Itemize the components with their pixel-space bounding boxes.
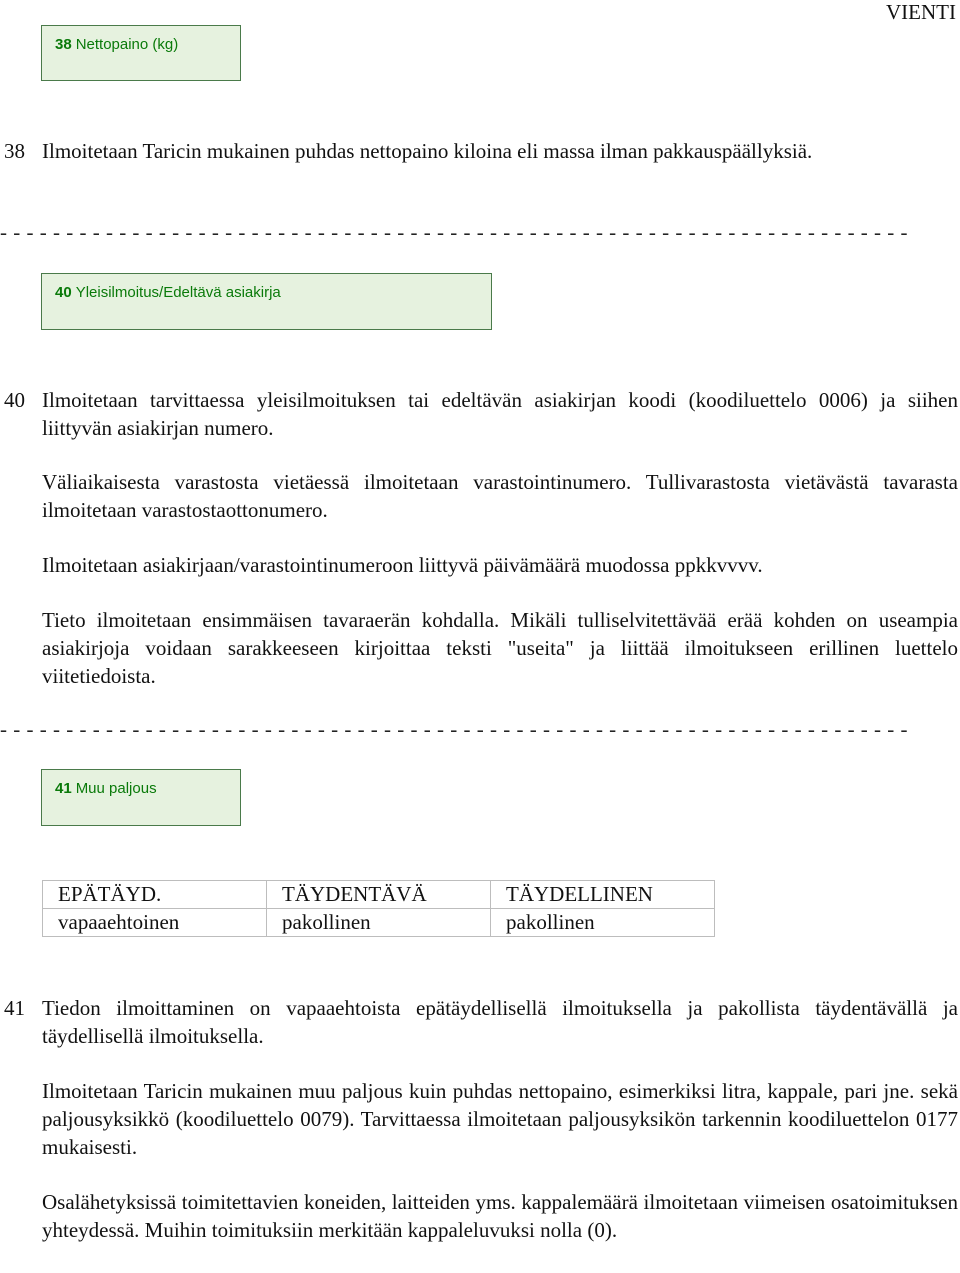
field-box-label: Nettopaino (kg) xyxy=(75,36,179,53)
separator-line-2: - - - - - - - - - - - - - - - - - - - - - - - - - - - - - - - - - - - - - - - - - - - - - - - - - - - - - - - - - - - - - - - - - - - - - xyxy=(0,719,909,740)
table-header-cell: TÄYDENTÄVÄ xyxy=(267,881,491,909)
separator-line-1: - - - - - - - - - - - - - - - - - - - - - - - - - - - - - - - - - - - - - - - - - - - - - - - - - - - - - - - - - - - - - - - - - - - - - xyxy=(0,222,909,243)
field-box-number: 40 xyxy=(55,284,72,301)
field-box-40 xyxy=(41,273,492,330)
paragraph-number-40: 40 xyxy=(4,388,25,412)
field-box-label: Yleisilmoitus/Edeltävä asiakirja xyxy=(75,284,281,301)
table-row xyxy=(43,909,715,937)
table-header-row xyxy=(43,881,715,909)
paragraph-41-2: Ilmoitetaan Taricin mukainen muu paljous kuin puhdas nettopaino, esimerkiksi litra, kappale, pari jne. sekä paljousyksikkö (koodiluettelo 0079). Tarvittaessa ilmoitetaan paljousyksikön tarkennin koodiluettelon 0177 mukaisesti. xyxy=(42,1079,958,1159)
paragraph-40-3: Ilmoitetaan asiakirjaan/varastointinumeroon liittyvä päivämäärä muodossa ppkkvvvv. xyxy=(42,553,763,577)
paragraph-41-3: Osalähetyksissä toimitettavien koneiden, laitteiden yms. kappalemäärä ilmoitetaan viimeisen osatoimituksen yhteydessä. Muihin toimituksiin merkitään kappaleluvuksi nolla (0). xyxy=(42,1190,958,1242)
table-cell: pakollinen xyxy=(267,909,491,937)
paragraph-40-4: Tieto ilmoitetaan ensimmäisen tavaraerän kohdalla. Mikäli tulliselvitettävää erää kohden on useampia asiakirjoja voidaan sarakkeeseen kirjoittaa teksti "useita" ja liittää ilmoitukseen erillinen luettelo viitetiedoista. xyxy=(42,608,958,688)
table-header-cell: TÄYDELLINEN xyxy=(491,881,715,909)
declaration-status-table xyxy=(42,880,715,937)
field-box-number: 41 xyxy=(55,780,72,797)
table-cell: pakollinen xyxy=(491,909,715,937)
document-header-title: VIENTI xyxy=(886,0,956,24)
table-cell: vapaaehtoinen xyxy=(43,909,267,937)
paragraph-40-2: Väliaikaisesta varastosta vietäessä ilmoitetaan varastointinumero. Tullivarastosta vietävästä tavarasta ilmoitetaan varastostaottonumero. xyxy=(42,470,958,522)
paragraph-number-38: 38 xyxy=(4,139,25,163)
paragraph-number-41: 41 xyxy=(4,996,25,1020)
field-box-41 xyxy=(41,769,241,826)
field-box-label: Muu paljous xyxy=(75,780,157,797)
paragraph-38-1: Ilmoitetaan Taricin mukainen puhdas nettopaino kiloina eli massa ilman pakkauspäällyksiä. xyxy=(42,139,813,163)
field-box-38 xyxy=(41,25,241,81)
paragraph-40-1: Ilmoitetaan tarvittaessa yleisilmoituksen tai edeltävän asiakirjan koodi (koodiluettelo 0006) ja siihen liittyvän asiakirjan numero. xyxy=(42,388,958,440)
field-box-number: 38 xyxy=(55,36,72,53)
table-header-cell: EPÄTÄYD. xyxy=(43,881,267,909)
paragraph-41-1: Tiedon ilmoittaminen on vapaaehtoista epätäydellisellä ilmoituksella ja pakollista täydentävällä ja täydellisellä ilmoituksella. xyxy=(42,996,958,1048)
